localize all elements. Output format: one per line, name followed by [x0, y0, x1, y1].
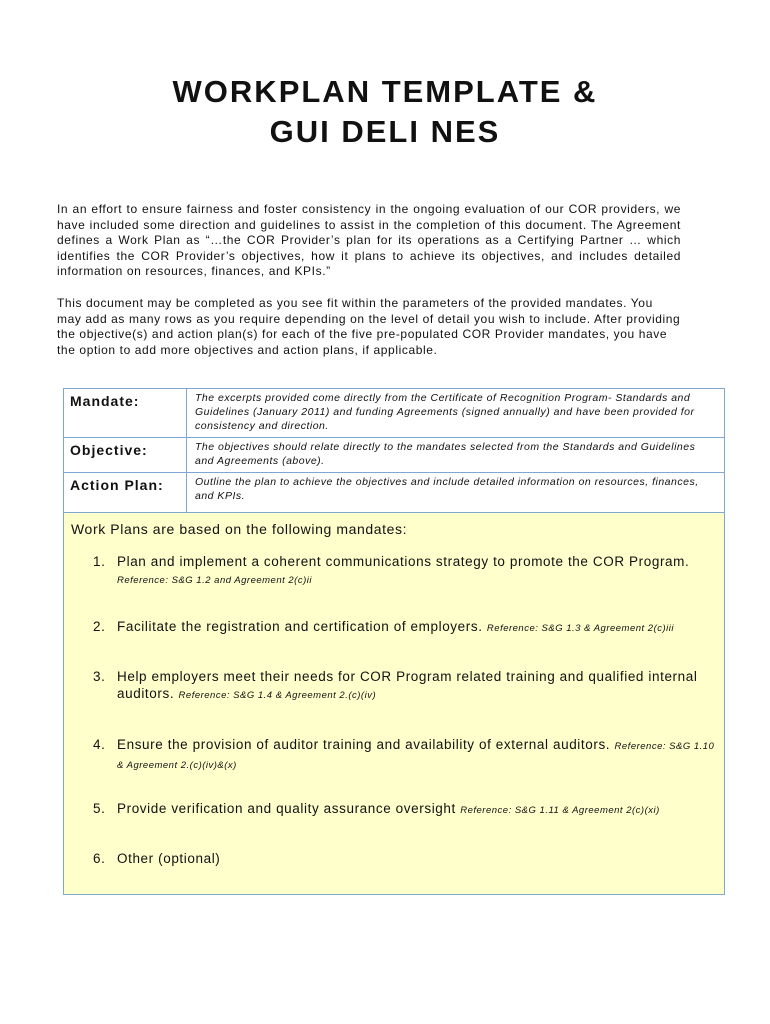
item-reference: Reference: S&G 1.11 & Agreement 2(c)(xi) — [460, 805, 660, 816]
item-reference: Reference: S&G 1.3 & Agreement 2(c)iii — [486, 623, 675, 634]
item-number: 1. — [93, 554, 106, 569]
mandate-item-6 — [93, 850, 719, 867]
item-text: Other (optional) — [117, 851, 221, 866]
intro-paragraph-1: In an effort to ensure fairness and foster consistency in the ongoing evaluation of our COR providers, we have included some direction and guidelines to assist in the completion of this document. The Agreement defines a Work Plan as “…the COR Provider’s plan for its operations as a Certifying Partner … which identifies the COR Provider’s objectives, how it plans to achieve its objectives, and includes detailed information on resources, finances, and KPIs.” — [57, 202, 681, 278]
mandate-item-2 — [93, 618, 719, 637]
action-plan-row — [64, 473, 724, 513]
objective-label: Objective: — [64, 438, 187, 472]
mandate-text: The excerpts provided come directly from the Certificate of Recognition Program- Standards and Guidelines (January 2011) and funding Agreements (signed annually) and have been provided for consistency and direction. — [195, 392, 695, 432]
mandate-label: Mandate: — [64, 389, 187, 437]
objective-row — [64, 438, 724, 473]
mandate-item-3 — [93, 668, 719, 704]
item-text: Help employers meet their needs for COR Program related training and qualified internal auditors. — [117, 669, 698, 701]
mandates-panel — [64, 513, 724, 894]
title-line-1: WORKPLAN TEMPLATE & — [172, 74, 598, 109]
item-reference: Reference: S&G 1.4 & Agreement 2.(c)(iv) — [178, 690, 377, 701]
item-text: Facilitate the registration and certification of employers. — [117, 619, 483, 634]
item-text: Provide verification and quality assurance oversight — [117, 801, 456, 816]
page-title — [0, 72, 770, 152]
mandate-item-4 — [93, 736, 719, 774]
mandates-intro: Work Plans are based on the following mandates: — [71, 521, 408, 537]
item-number: 6. — [93, 851, 106, 866]
item-number: 3. — [93, 669, 106, 684]
objective-text: The objectives should relate directly to the mandates selected from the Standards and Guidelines and Agreements (above). — [195, 441, 696, 467]
item-reference: Reference: S&G 1.10 & Agreement 2.(c)(iv)&(x) — [117, 741, 715, 771]
mandate-item-1 — [93, 553, 719, 589]
mandate-item-5 — [93, 800, 719, 819]
item-reference: Reference: S&G 1.2 and Agreement 2(c)ii — [117, 575, 312, 586]
item-number: 5. — [93, 801, 106, 816]
intro-paragraph-2: This document may be completed as you see fit within the parameters of the provided mandates. You may add as many rows as you require depending on the level of detail you wish to include. After providing the objective(s) and action plan(s) for each of the five pre-populated COR Provider mandates, you have the option to add more objectives and action plans, if applicable. — [57, 296, 681, 357]
action-plan-label: Action Plan: — [64, 473, 187, 512]
mandate-row — [64, 389, 724, 438]
item-number: 2. — [93, 619, 106, 634]
title-line-2: GUI DELI NES — [269, 114, 501, 149]
item-text: Ensure the provision of auditor training and availability of external auditors. — [117, 737, 611, 752]
action-plan-text: Outline the plan to achieve the objectives and include detailed information on resources, finances, and KPIs. — [195, 476, 699, 502]
item-number: 4. — [93, 737, 106, 752]
workplan-table — [63, 388, 725, 895]
item-text: Plan and implement a coherent communications strategy to promote the COR Program. — [117, 554, 690, 569]
